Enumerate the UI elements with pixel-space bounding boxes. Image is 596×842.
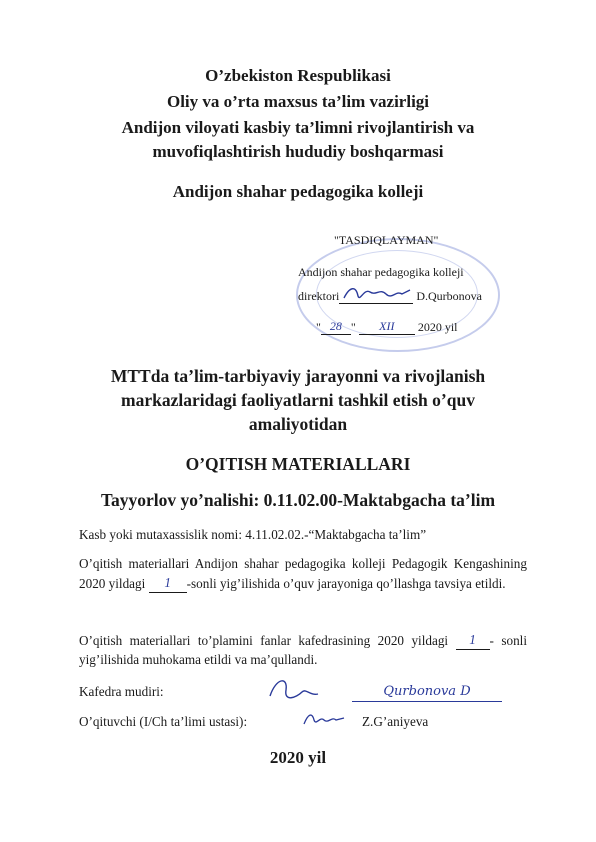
approval-date-line [316, 318, 486, 335]
head-name: Qurbonova D [352, 682, 502, 702]
paragraph-department [79, 630, 527, 669]
director-signature [342, 282, 412, 304]
date-quote-open: " [316, 320, 321, 334]
council-meeting-number: 1 [149, 573, 187, 593]
approval-director-line [298, 288, 528, 304]
teacher-label: O’qituvchi (I/Ch ta’limi ustasi): [79, 714, 248, 729]
title-main: O’QITISH MATERIALLARI [185, 454, 411, 474]
footer-year: 2020 yil [269, 748, 327, 767]
date-year: 2020 yil [417, 320, 458, 334]
head-signature [266, 676, 322, 706]
head-label: Kafedra mudiri: [79, 684, 164, 699]
title-line-3: amaliyotidan [248, 414, 348, 434]
header-ministry: Oliy va o’rta maxsus ta’lim vazirligi [166, 92, 430, 111]
paragraph-department-text-a: O’qitish materiallari to’plamini fanlar kafedrasining 2020 yildagi [79, 633, 449, 648]
title-line-1: MTTda ta’lim-tarbiyaviy jarayonni va rivojlanish [110, 366, 486, 386]
date-month: XII [359, 318, 415, 335]
paragraph-council-text-a: O’qitish materiallari Andijon shahar pedagogika kolleji Pedagogik Kengashining 2020 yildagi [79, 556, 527, 591]
director-label: direktori [298, 289, 340, 303]
date-quote-close: " [350, 320, 356, 334]
director-name: D.Qurbonova [416, 289, 482, 303]
teacher-signature [302, 708, 346, 730]
approval-org: Andijon shahar pedagogika kolleji [298, 265, 464, 279]
title-direction: Tayyorlov yo’nalishi: 0.11.02.00-Maktabgacha ta’lim [100, 490, 496, 510]
header-region: Andijon viloyati kasbiy ta’limni rivojlantirish va [121, 118, 475, 137]
department-meeting-number: 1 [456, 630, 490, 650]
paragraph-council-text-b: -sonli yig’ilishida o’quv jarayoniga qo’llashga tavsiya etildi. [186, 576, 506, 591]
approval-title: "TASDIQLAYMAN" [334, 233, 439, 247]
paragraph-department-text-b: - sonli yig’ilishida muhokama etildi va ma’qullandi. [79, 633, 527, 667]
paragraph-council [79, 554, 527, 593]
date-day: 28 [321, 318, 351, 335]
title-line-2: markazlaridagi faoliyatlarni tashkil etish o’quv [121, 390, 475, 410]
header-college: Andijon shahar pedagogika kolleji [172, 182, 424, 201]
specialty-line: Kasb yoki mutaxassislik nomi: 4.11.02.02.-“Maktabgacha ta’lim” [79, 527, 427, 542]
header-country: O’zbekiston Respublikasi [205, 66, 391, 85]
teacher-name: Z.G’aniyeva [362, 714, 429, 729]
header-department: muvofiqlashtirish hududiy boshqarmasi [152, 142, 444, 161]
